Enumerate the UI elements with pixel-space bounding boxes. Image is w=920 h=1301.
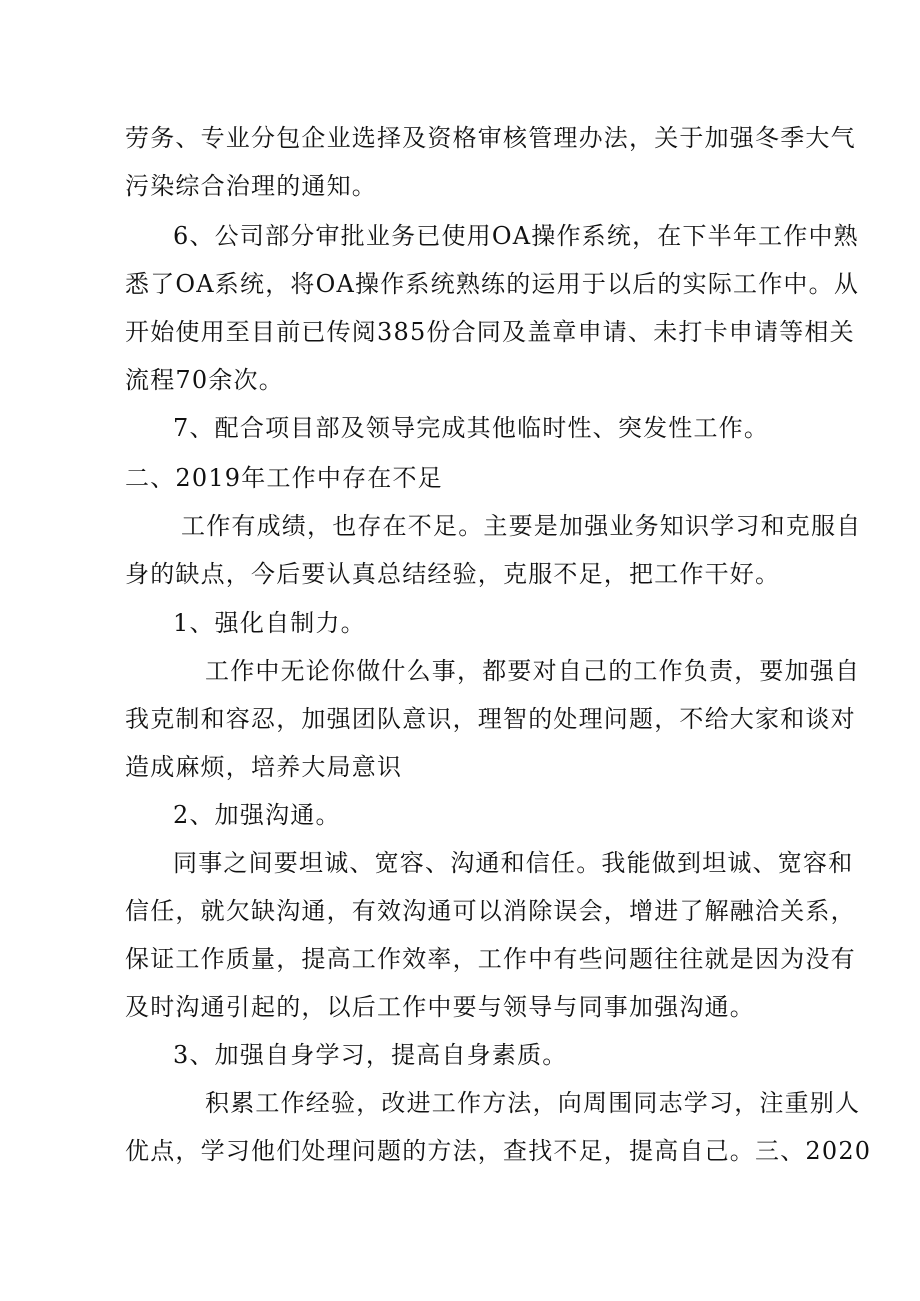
- list-item-heading: 1、强化自制力。: [173, 609, 366, 637]
- text-line: 同事之间要坦诚、宽容、沟通和信任。我能做到坦诚、宽容和: [173, 849, 854, 877]
- text-line: 我克制和容忍，加强团队意识，理智的处理问题，不给大家和谈对: [125, 705, 856, 733]
- text-line: 劳务、专业分包企业选择及资格审核管理办法，关于加强冬季大气: [125, 124, 856, 152]
- list-item-heading: 3、加强自身学习，提高自身素质。: [173, 1041, 568, 1069]
- text-line: 积累工作经验，改进工作方法，向周围同志学习，注重别人: [205, 1089, 861, 1117]
- text-line: 身的缺点，今后要认真总结经验，克服不足，把工作干好。: [125, 560, 781, 588]
- text-line: 工作有成绩，也存在不足。主要是加强业务知识学习和克服自: [181, 512, 862, 540]
- text-line: 保证工作质量，提高工作效率，工作中有些问题往往就是因为没有: [125, 945, 856, 973]
- list-item-heading: 2、加强沟通。: [173, 801, 341, 829]
- text-line: 造成麻烦，培养大局意识: [125, 753, 403, 781]
- text-line: 优点，学习他们处理问题的方法，查找不足，提高自己。三、2020: [125, 1137, 872, 1165]
- text-line: 开始使用至目前已传阅385份合同及盖章申请、未打卡申请等相关: [125, 318, 855, 346]
- text-line: 信任，就欠缺沟通，有效沟通可以消除误会，增进了解融洽关系，: [125, 897, 856, 925]
- text-line: 及时沟通引起的，以后工作中要与领导与同事加强沟通。: [125, 993, 755, 1021]
- text-line: 工作中无论你做什么事，都要对自己的工作负责，要加强自: [205, 657, 861, 685]
- text-line: 悉了OA系统，将OA操作系统熟练的运用于以后的实际工作中。从: [125, 270, 860, 298]
- text-line: 污染综合治理的通知。: [125, 172, 377, 200]
- section-heading: 二、2019年工作中存在不足: [125, 464, 443, 492]
- text-line: 7、配合项目部及领导完成其他临时性、突发性工作。: [173, 414, 770, 442]
- text-line: 流程70余次。: [125, 366, 284, 394]
- text-line: 6、公司部分审批业务已使用OA操作系统，在下半年工作中熟: [173, 222, 859, 250]
